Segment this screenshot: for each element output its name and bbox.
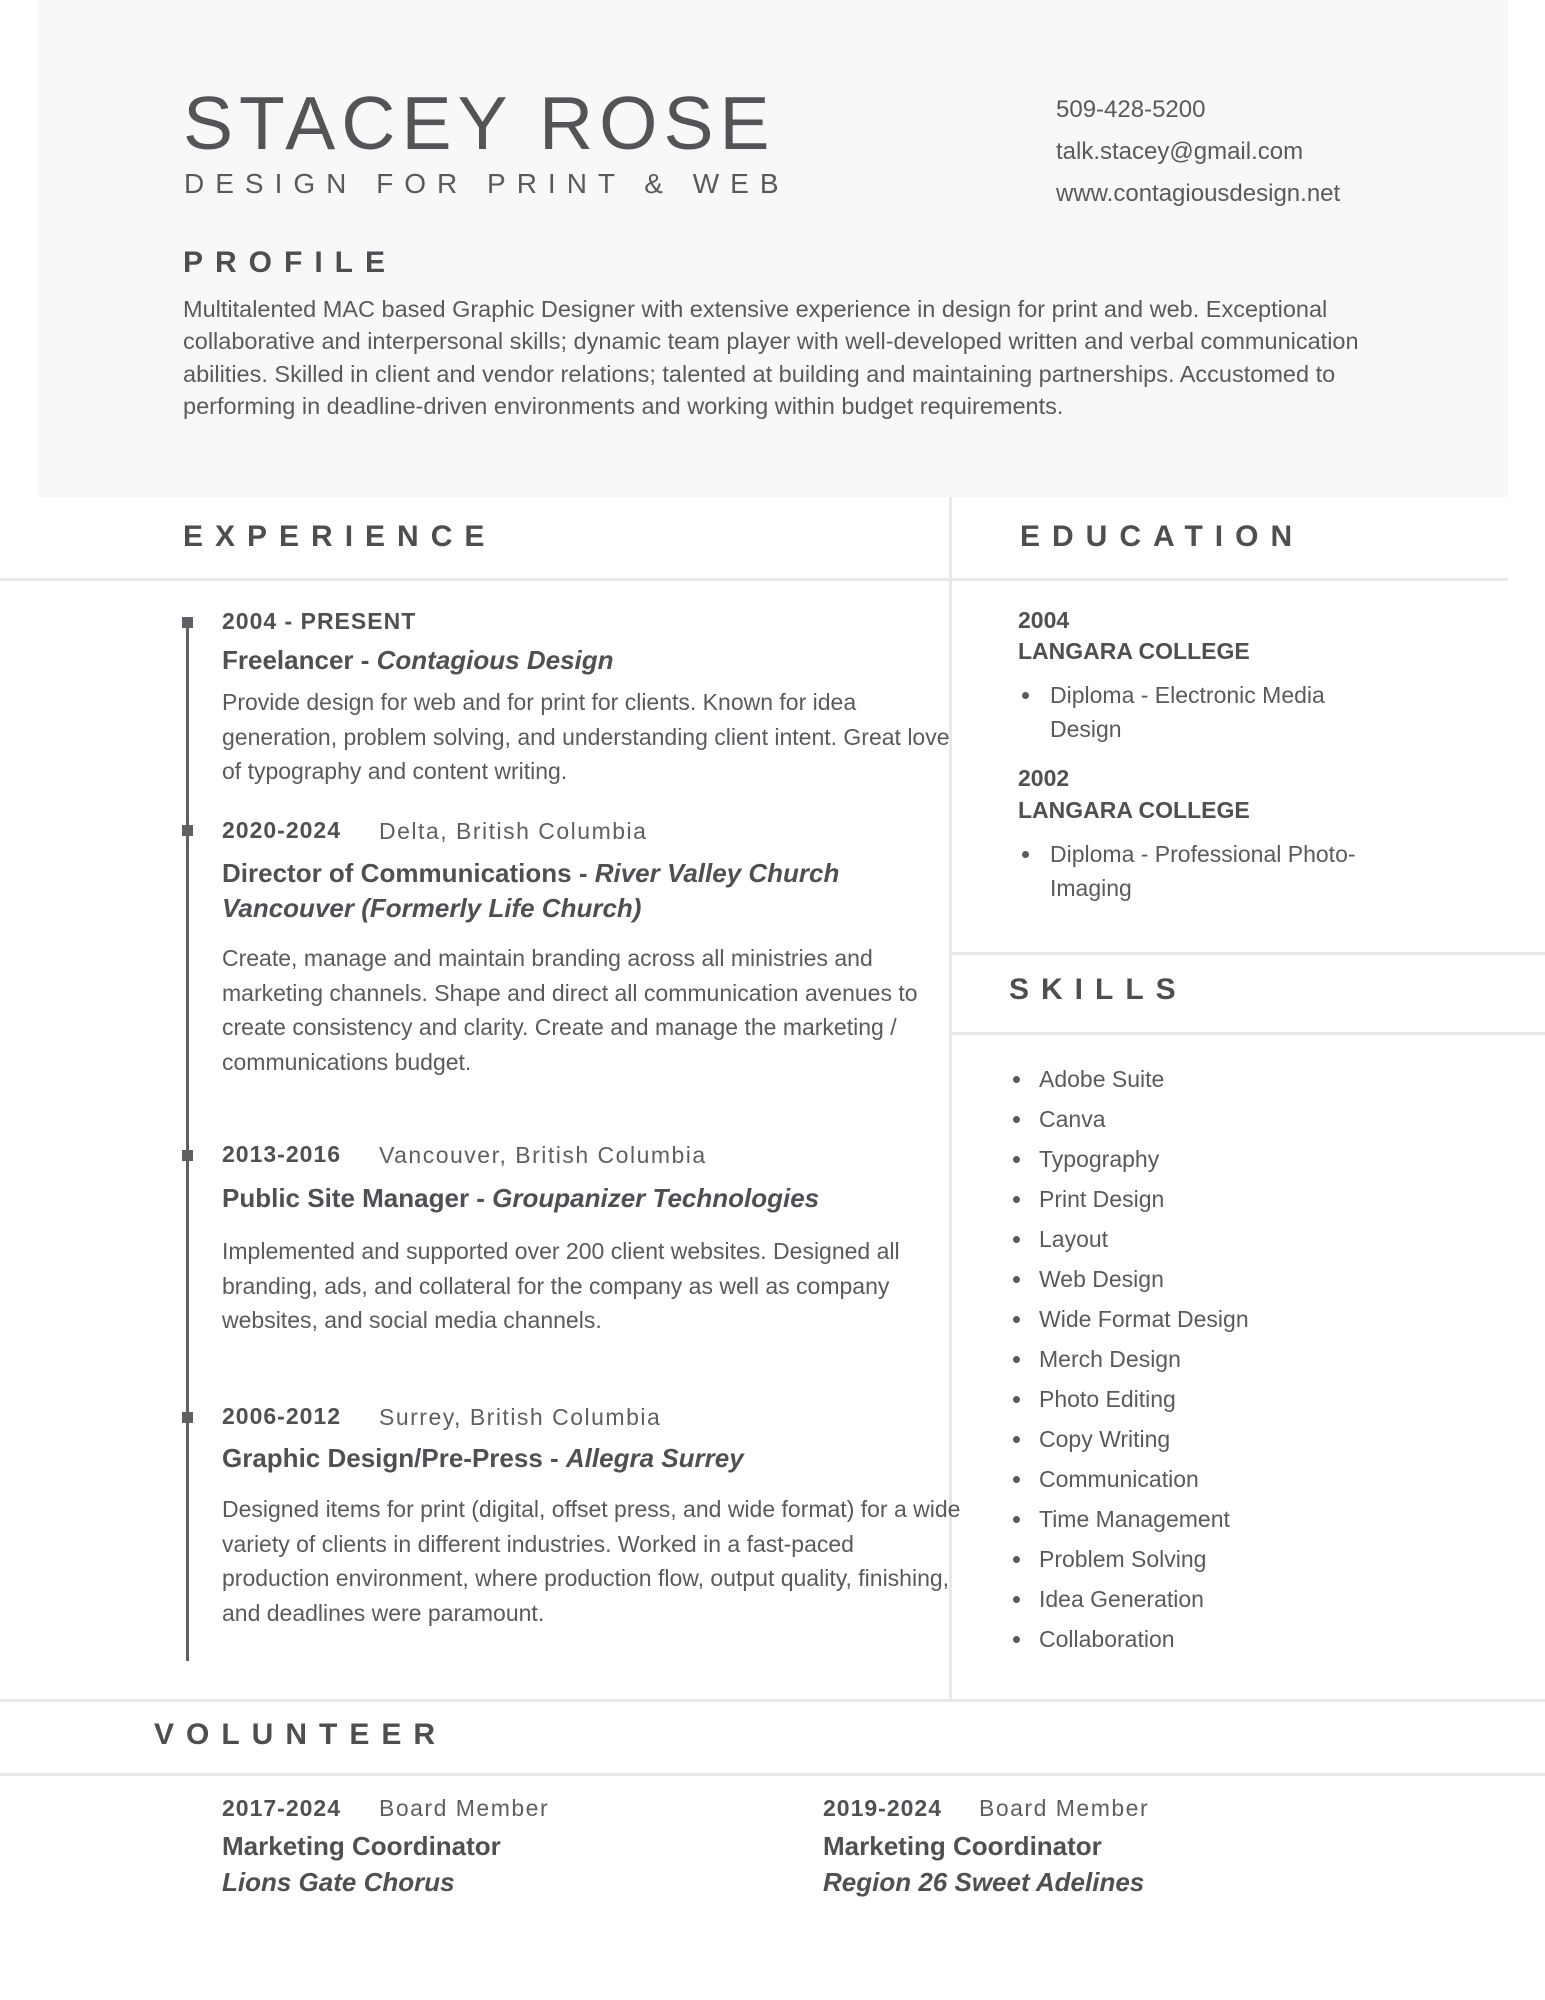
resume-name: STACEY ROSE [183,81,776,165]
skill-item: Collaboration [1009,1619,1509,1659]
timeline-marker [182,617,193,628]
experience-date: 2004 - PRESENT [222,608,417,634]
experience-description: Provide design for web and for print for clients. Known for idea generation, problem solving, and understanding client intent. Great love of typography and content writing. [222,689,950,784]
skill-item: Adobe Suite [1009,1059,1509,1099]
experience-location: Surrey, British Columbia [379,1404,662,1430]
experience-date: 2020-2024 [222,817,341,843]
skill-item: Canva [1009,1099,1509,1139]
experience-date: 2006-2012 [222,1403,341,1429]
education-diploma-list [1018,678,1390,746]
skill-item: Typography [1009,1139,1509,1179]
volunteer-date: 2019-2024 [823,1795,942,1821]
skill-item: Web Design [1009,1259,1509,1299]
skill-item: Print Design [1009,1179,1509,1219]
experience-org: Groupanizer Technologies [492,1183,820,1213]
skill-item: Layout [1009,1219,1509,1259]
skill-item: Photo Editing [1009,1379,1509,1419]
contact-website[interactable]: www.contagiousdesign.net [1056,180,1341,207]
education-school: LANGARA COLLEGE [1018,638,1250,664]
experience-location: Delta, British Columbia [379,818,648,844]
skill-item: Time Management [1009,1499,1509,1539]
education-diploma-list [1018,837,1390,905]
skill-item: Problem Solving [1009,1539,1509,1579]
volunteer-date: 2017-2024 [222,1795,341,1821]
volunteer-position: Board Member [979,1795,1150,1821]
volunteer-org: Region 26 Sweet Adelines [823,1867,1145,1897]
education-school: LANGARA COLLEGE [1018,797,1250,823]
experience-date: 2013-2016 [222,1141,341,1167]
education-year: 2002 [1018,765,1070,791]
timeline-marker [182,1412,193,1423]
experience-title [222,1181,942,1216]
skill-item: Merch Design [1009,1339,1509,1379]
skills-heading: SKILLS [1009,973,1188,1006]
education-diploma: Diploma - Electronic Media Design [1018,678,1390,746]
experience-role: Graphic Design/Pre-Press - [222,1443,566,1473]
skills-bottom-divider [952,1032,1545,1035]
contact-email[interactable]: talk.stacey@gmail.com [1056,138,1304,165]
experience-title [222,1441,942,1476]
experience-title [222,856,942,926]
volunteer-bottom-divider [0,1773,1545,1776]
skills-list [1009,1059,1509,1659]
education-heading: EDUCATION [1020,520,1305,553]
profile-heading: PROFILE [183,246,398,279]
experience-org: Allegra Surrey [565,1443,744,1473]
education-diploma: Diploma - Professional Photo-Imaging [1018,837,1390,905]
volunteer-role: Marketing Coordinator [823,1831,1102,1861]
experience-heading: EXPERIENCE [183,520,497,553]
experience-role: Public Site Manager - [222,1183,493,1213]
skills-top-divider [952,952,1545,955]
resume-tagline: DESIGN FOR PRINT & WEB [184,168,790,199]
volunteer-org: Lions Gate Chorus [222,1867,455,1897]
volunteer-position: Board Member [379,1795,550,1821]
contact-phone: 509-428-5200 [1056,96,1206,123]
experience-description: Implemented and supported over 200 client websites. Designed all branding, ads, and collateral for the company as well as company websites, and social media channels. [222,1238,900,1333]
volunteer-heading: VOLUNTEER [154,1718,448,1751]
education-year: 2004 [1018,607,1070,633]
skill-item: Wide Format Design [1009,1299,1509,1339]
experience-location: Vancouver, British Columbia [379,1142,707,1168]
skill-item: Idea Generation [1009,1579,1509,1619]
experience-role: Director of Communications - [222,858,595,888]
experience-title [222,643,942,678]
experience-org: Contagious Design [376,645,614,675]
profile-text: Multitalented MAC based Graphic Designer with extensive experience in design for print and web. Exceptional collaborative and interpersonal skills; dynamic team player with well-developed written and verbal communication abilities. Skilled in client and vendor relations; talented at building and maintaining partnerships. Accustomed to performing in deadline-driven environments and working within budget requirements. [183,296,1359,419]
skill-item: Communication [1009,1459,1509,1499]
experience-description: Create, manage and maintain branding across all ministries and marketing channels. Shape and direct all communication avenues to create consistency and clarity. Create and manage the marketing / communications budget. [222,945,918,1075]
experience-org: River Valley Church Vancouver (Formerly Life Church) [222,858,840,923]
timeline-marker [182,825,193,836]
skill-item: Copy Writing [1009,1419,1509,1459]
experience-role: Freelancer - [222,645,377,675]
volunteer-top-divider [0,1699,1545,1702]
experience-timeline [186,623,189,1661]
experience-divider [0,578,1508,581]
volunteer-role: Marketing Coordinator [222,1831,501,1861]
timeline-marker [182,1150,193,1161]
experience-description: Designed items for print (digital, offset press, and wide format) for a wide variety of clients in different industries. Worked in a fast-paced production environment, where production flow, output quality, finishing, and deadlines were paramount. [222,1496,961,1626]
